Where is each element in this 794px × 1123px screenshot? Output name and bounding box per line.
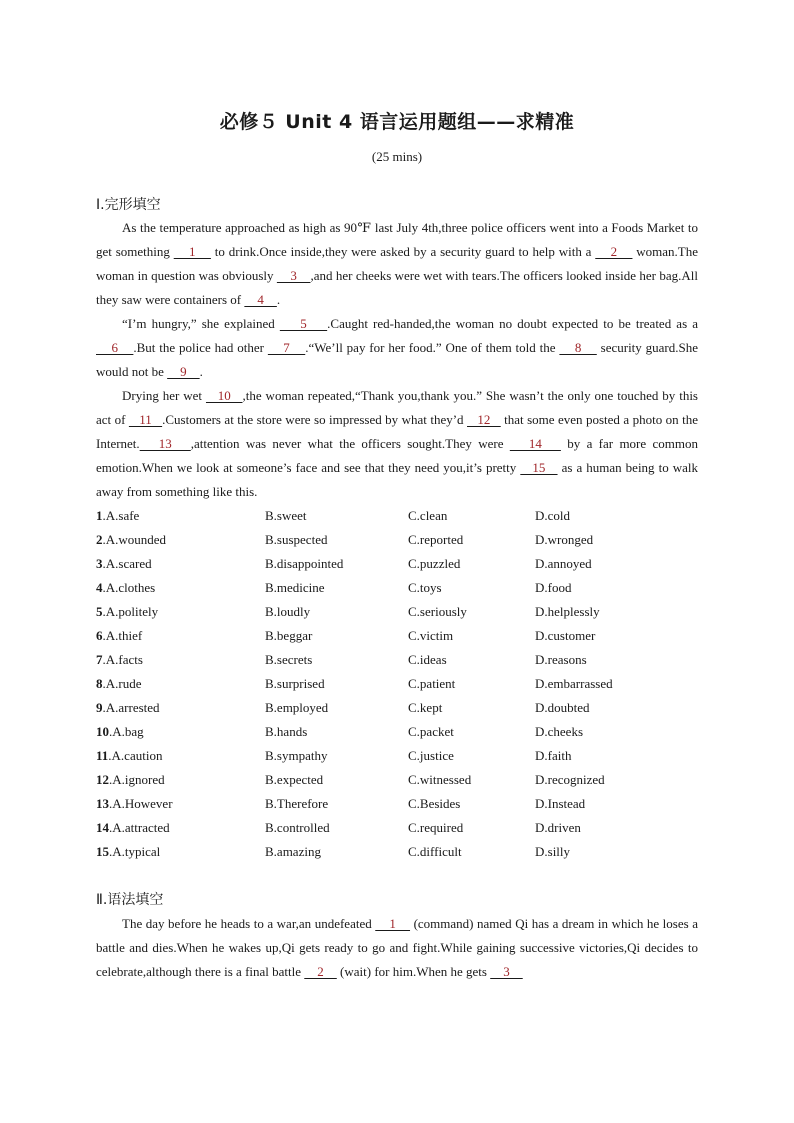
cloze-text: Drying her wet [122,388,206,403]
cloze-blank: 6 [96,340,134,355]
question-number: 8 [96,676,103,691]
option-a: 4.A.clothes [96,580,156,595]
option-c: C.seriously [408,604,467,619]
cloze-passage [96,216,698,504]
question-number: 15 [96,844,109,859]
option-a: 3.A.scared [96,556,152,571]
option-d: D.doubted [535,700,590,715]
cloze-text: . [276,292,281,307]
cloze-blank: 1 [173,244,211,259]
cloze-text: .Caught red-handed,the woman no doubt expected to be treated as a [327,316,698,331]
question-number: 3 [96,556,103,571]
cloze-text: .But the police had other [133,340,268,355]
grammar-text: The day before he heads to a war,an undefeated [122,916,376,931]
option-a: 12.A.ignored [96,772,165,787]
option-a: 5.A.politely [96,604,159,619]
option-row [96,744,716,768]
option-d: D.Instead [535,796,586,811]
option-row [96,504,716,528]
cloze-options-list [96,504,716,864]
cloze-text: .Customers at the store were so impressed by what they’d [162,412,468,427]
option-c: C.difficult [408,844,462,859]
option-row [96,840,716,864]
option-c: C.Besides [408,796,461,811]
cloze-blank: 2 [595,244,633,259]
cloze-blank: 13 [139,436,191,451]
cloze-blank: 3 [276,268,311,283]
option-d: D.recognized [535,772,605,787]
option-c: C.witnessed [408,772,472,787]
option-a: 7.A.facts [96,652,143,667]
cloze-text: As the temperature approached as high as 90℉ last July 4th,three police officers went into a Foods Market to get something [96,220,698,259]
option-b: B.Therefore [265,796,329,811]
option-d: D.reasons [535,652,587,667]
option-a: 1.A.safe [96,508,140,523]
option-row [96,600,716,624]
option-d: D.food [535,580,572,595]
option-b: B.expected [265,772,324,787]
cloze-blank: 4 [244,292,277,307]
option-d: D.annoyed [535,556,592,571]
option-b: B.controlled [265,820,330,835]
cloze-text: ,the woman repeated,“Thank you,thank you.” She wasn’t the only one touched by this act of [96,388,698,427]
option-b: B.medicine [265,580,325,595]
cloze-text: . [199,364,203,379]
cloze-blank: 10 [205,388,243,403]
question-number: 5 [96,604,103,619]
option-d: D.cold [535,508,571,523]
option-d: D.helplessly [535,604,600,619]
option-a: 14.A.attracted [96,820,170,835]
option-d: D.silly [535,844,571,859]
question-number: 9 [96,700,103,715]
cloze-text: ,attention was never what the officers sought.They were [190,436,510,451]
question-number: 7 [96,652,103,667]
option-row [96,552,716,576]
grammar-text: (wait) for him.When he gets [336,964,491,979]
option-c: C.reported [408,532,464,547]
cloze-text: woman.The woman in question was obviously [96,244,699,283]
option-c: C.required [408,820,464,835]
cloze-blank: 8 [559,340,597,355]
option-a: 9.A.arrested [96,700,160,715]
option-d: D.cheeks [535,724,584,739]
option-c: C.packet [408,724,454,739]
option-b: B.suspected [265,532,328,547]
option-d: D.customer [535,628,596,643]
cloze-blank: 14 [509,436,561,451]
cloze-blank: 7 [267,340,306,355]
cloze-blank: 12 [467,412,501,427]
cloze-text: that some even posted a photo on the Internet. [96,412,698,451]
option-a: 8.A.rude [96,676,142,691]
option-row [96,624,716,648]
option-c: C.patient [408,676,456,691]
option-b: B.surprised [265,676,325,691]
question-number: 1 [96,508,103,523]
option-row [96,696,716,720]
question-number: 6 [96,628,103,643]
option-a: 10.A.bag [96,724,144,739]
option-a: 2.A.wounded [96,532,167,547]
question-number: 11 [96,748,109,763]
option-c: C.victim [408,628,454,643]
option-c: C.clean [408,508,448,523]
grammar-paragraph [96,912,698,984]
cloze-text: by a far more common emotion.When we look at someone’s face and see that they need you,it’s pretty [96,436,698,475]
option-b: B.employed [265,700,329,715]
option-b: B.amazing [265,844,321,859]
question-number: 14 [96,820,109,835]
option-b: B.sweet [265,508,307,523]
option-a: 13.A.However [96,796,173,811]
page-title: 必修５ Unit 4 语言运用题组——求精准 [219,111,575,133]
grammar-heading: Ⅱ.语法填空 [96,892,164,908]
cloze-text: ,and her cheeks were wet with tears.The officers looked inside her bag.All they saw were containers of [96,268,699,307]
cloze-blank: 9 [167,364,200,379]
option-row [96,648,716,672]
option-b: B.sympathy [265,748,328,763]
question-number: 2 [96,532,103,547]
cloze-text: “I’m hungry,” she explained [122,316,280,331]
option-a: 15.A.typical [96,844,161,859]
option-row [96,816,716,840]
cloze-blank: 11 [128,412,163,427]
option-row [96,768,716,792]
option-b: B.beggar [265,628,313,643]
option-d: D.embarrassed [535,676,613,691]
grammar-blank: 1 [375,916,411,931]
question-number: 10 [96,724,109,739]
option-row [96,528,716,552]
cloze-text: as a human being to walk away from something like this. [96,460,699,499]
option-c: C.puzzled [408,556,461,571]
option-row [96,720,716,744]
option-a: 11.A.caution [96,748,163,763]
option-d: D.wronged [535,532,594,547]
grammar-blank: 2 [304,964,337,979]
cloze-blank: 15 [520,460,558,475]
cloze-blank: 5 [279,316,328,331]
cloze-text: .“We’ll pay for her food.” One of them told the [305,340,560,355]
cloze-text: to drink.Once inside,they were asked by a security guard to help with a [210,244,596,259]
question-number: 12 [96,772,109,787]
option-d: D.driven [535,820,581,835]
question-number: 4 [96,580,103,595]
option-b: B.disappointed [265,556,344,571]
option-row [96,792,716,816]
question-number: 13 [96,796,109,811]
cloze-paragraph [96,312,698,384]
grammar-blank: 3 [490,964,523,979]
option-a: 6.A.thief [96,628,143,643]
grammar-text: (command) named Qi has a dream in which he loses a battle and dies.When he wakes up,Qi gets ready to go and fight.While gaining successive victories,Qi decides to celebrate,although there is a final battle [96,916,698,979]
option-b: B.secrets [265,652,313,667]
option-c: C.toys [408,580,442,595]
cloze-paragraph [96,216,698,312]
option-c: C.ideas [408,652,447,667]
option-c: C.justice [408,748,454,763]
option-row [96,576,716,600]
cloze-paragraph [96,384,698,504]
grammar-passage [96,912,698,984]
cloze-text: security guard.She would not be [96,340,699,379]
option-b: B.hands [265,724,308,739]
option-c: C.kept [408,700,443,715]
option-b: B.loudly [265,604,311,619]
option-d: D.faith [535,748,572,763]
cloze-heading: Ⅰ.完形填空 [96,197,161,213]
time-limit: (25 mins) [371,149,423,164]
option-row [96,672,716,696]
